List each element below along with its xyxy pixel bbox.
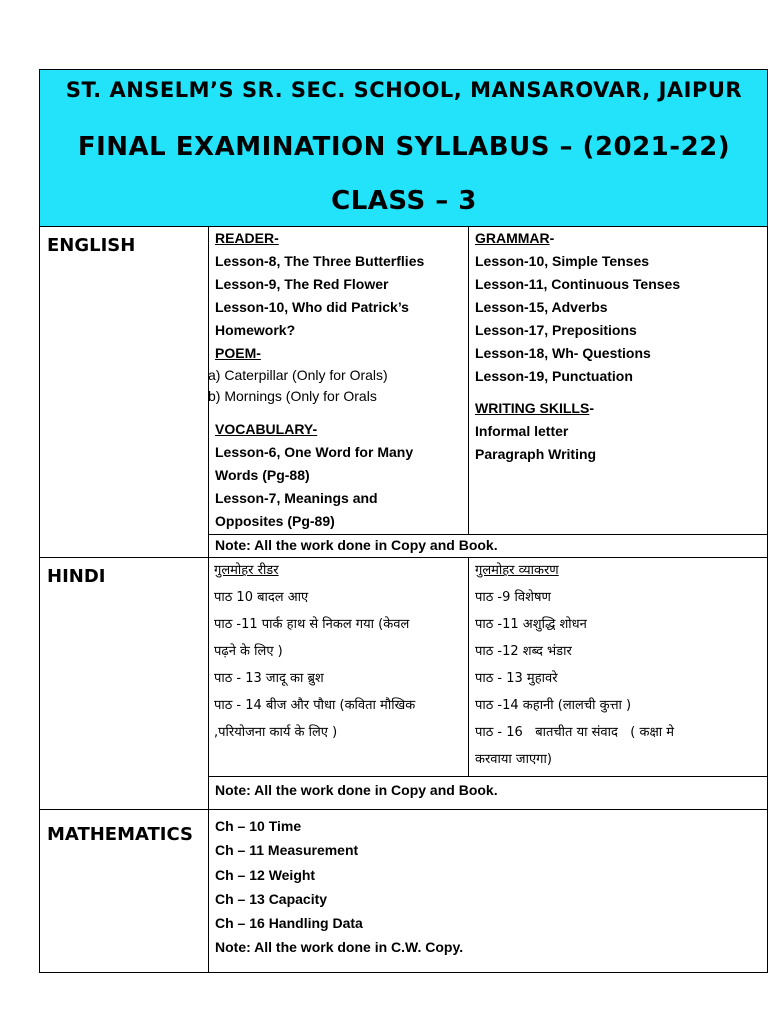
list-item: Lesson-6, One Word for Many (215, 444, 414, 460)
list-item: पाठ - 14 बीज और पौधा (कविता मौखिक (214, 698, 416, 713)
list-item: Words (Pg-88) (215, 467, 310, 483)
table-bottom-border (39, 972, 768, 973)
list-item: Lesson-17, Prepositions (475, 322, 637, 338)
list-item: Homework? (215, 322, 296, 338)
list-item: पाठ -12 शब्द भंडार (475, 644, 572, 659)
hindi-note: Note: All the work done in Copy and Book. (215, 782, 498, 798)
list-item: पाठ - 13 मुहावरे (475, 671, 558, 686)
hindi-reader-heading: गुलमोहर रीडर (214, 563, 279, 578)
list-item: Lesson-10, Simple Tenses (475, 253, 650, 269)
list-item: पाठ -14 कहानी (लालची कुत्ता ) (475, 698, 632, 713)
grammar-heading: GRAMMAR (475, 230, 550, 246)
exam-title: FINAL EXAMINATION SYLLABUS – (2021-22) (77, 132, 731, 162)
list-item: Ch – 13 Capacity (215, 890, 328, 907)
list-item: Paragraph Writing (475, 446, 597, 462)
list-item: Lesson-8, The Three Butterflies (215, 253, 425, 269)
list-item: Lesson-19, Punctuation (475, 368, 633, 384)
english-note-divider (209, 534, 768, 535)
list-item: Ch – 10 Time (215, 818, 302, 834)
vocabulary-block (215, 418, 413, 533)
reader-heading: READER- (215, 230, 279, 246)
vocabulary-heading: VOCABULARY- (215, 421, 318, 437)
list-item: Lesson-10, Who did Patrick’s (215, 299, 409, 315)
list-item: Informal letter (475, 423, 569, 439)
list-item: Lesson-7, Meanings and (215, 490, 378, 506)
list-item: पाठ -11 पार्क हाथ से निकल गया (केवल (214, 617, 410, 632)
subject-english: ENGLISH (47, 235, 136, 256)
list-item: पढ़ने के लिए ) (214, 644, 283, 659)
school-name: ST. ANSELM’S SR. SEC. SCHOOL, MANSAROVAR, JAIPUR (65, 78, 743, 102)
subject-hindi: HINDI (47, 566, 106, 587)
list-item: ,परियोजना कार्य के लिए ) (214, 725, 338, 740)
grammar-heading-dash: - (549, 230, 555, 246)
list-item: Lesson-11, Continuous Tenses (475, 276, 681, 292)
hindi-column-divider (468, 557, 469, 776)
hindi-row-divider (39, 809, 768, 810)
english-right-column (475, 227, 680, 466)
list-item: पाठ 10 बादल आए (214, 590, 309, 605)
list-item: Ch – 12 Weight (215, 866, 316, 883)
list-item: Opposites (Pg-89) (215, 513, 335, 529)
english-note: Note: All the work done in Copy and Book. (215, 537, 498, 553)
writing-skills-heading: WRITING SKILLS (475, 400, 590, 416)
hindi-reader-column (214, 557, 415, 746)
subject-mathematics: MATHEMATICS (47, 824, 194, 845)
hindi-grammar-heading: गुलमोहर व्याकरण (475, 563, 559, 578)
list-item: पाठ -9 विशेषण (475, 590, 551, 605)
class-title: CLASS – 3 (331, 186, 477, 216)
list-item: पाठ -11 अशुद्धि शोधन (475, 617, 587, 632)
list-item: Lesson-15, Adverbs (475, 299, 608, 315)
list-item: b) Mornings (Only for Orals (208, 388, 377, 404)
mathematics-column (215, 814, 463, 960)
english-left-column (215, 227, 424, 365)
mathematics-note: Note: All the work done in C.W. Copy. (215, 939, 464, 956)
writing-skills-dash: - (589, 400, 594, 416)
english-column-divider (468, 226, 469, 534)
list-item: Ch – 16 Handling Data (215, 915, 363, 932)
hindi-grammar-column (475, 557, 674, 773)
list-item: करवाया जाएगा) (475, 752, 552, 767)
poem-list (208, 365, 388, 407)
list-item: Ch – 11 Measurement (215, 842, 359, 859)
subject-column-divider (208, 226, 209, 972)
hindi-note-divider (209, 776, 768, 777)
list-item: Lesson-9, The Red Flower (215, 276, 389, 292)
list-item: पाठ - 13 जादू का ब्रुश (214, 671, 324, 686)
list-item: Lesson-18, Wh- Questions (475, 345, 651, 361)
poem-heading: POEM- (215, 345, 261, 361)
list-item: पाठ - 16 बातचीत या संवाद ( कक्षा मे (475, 725, 675, 740)
list-item: a) Caterpillar (Only for Orals) (208, 367, 388, 383)
